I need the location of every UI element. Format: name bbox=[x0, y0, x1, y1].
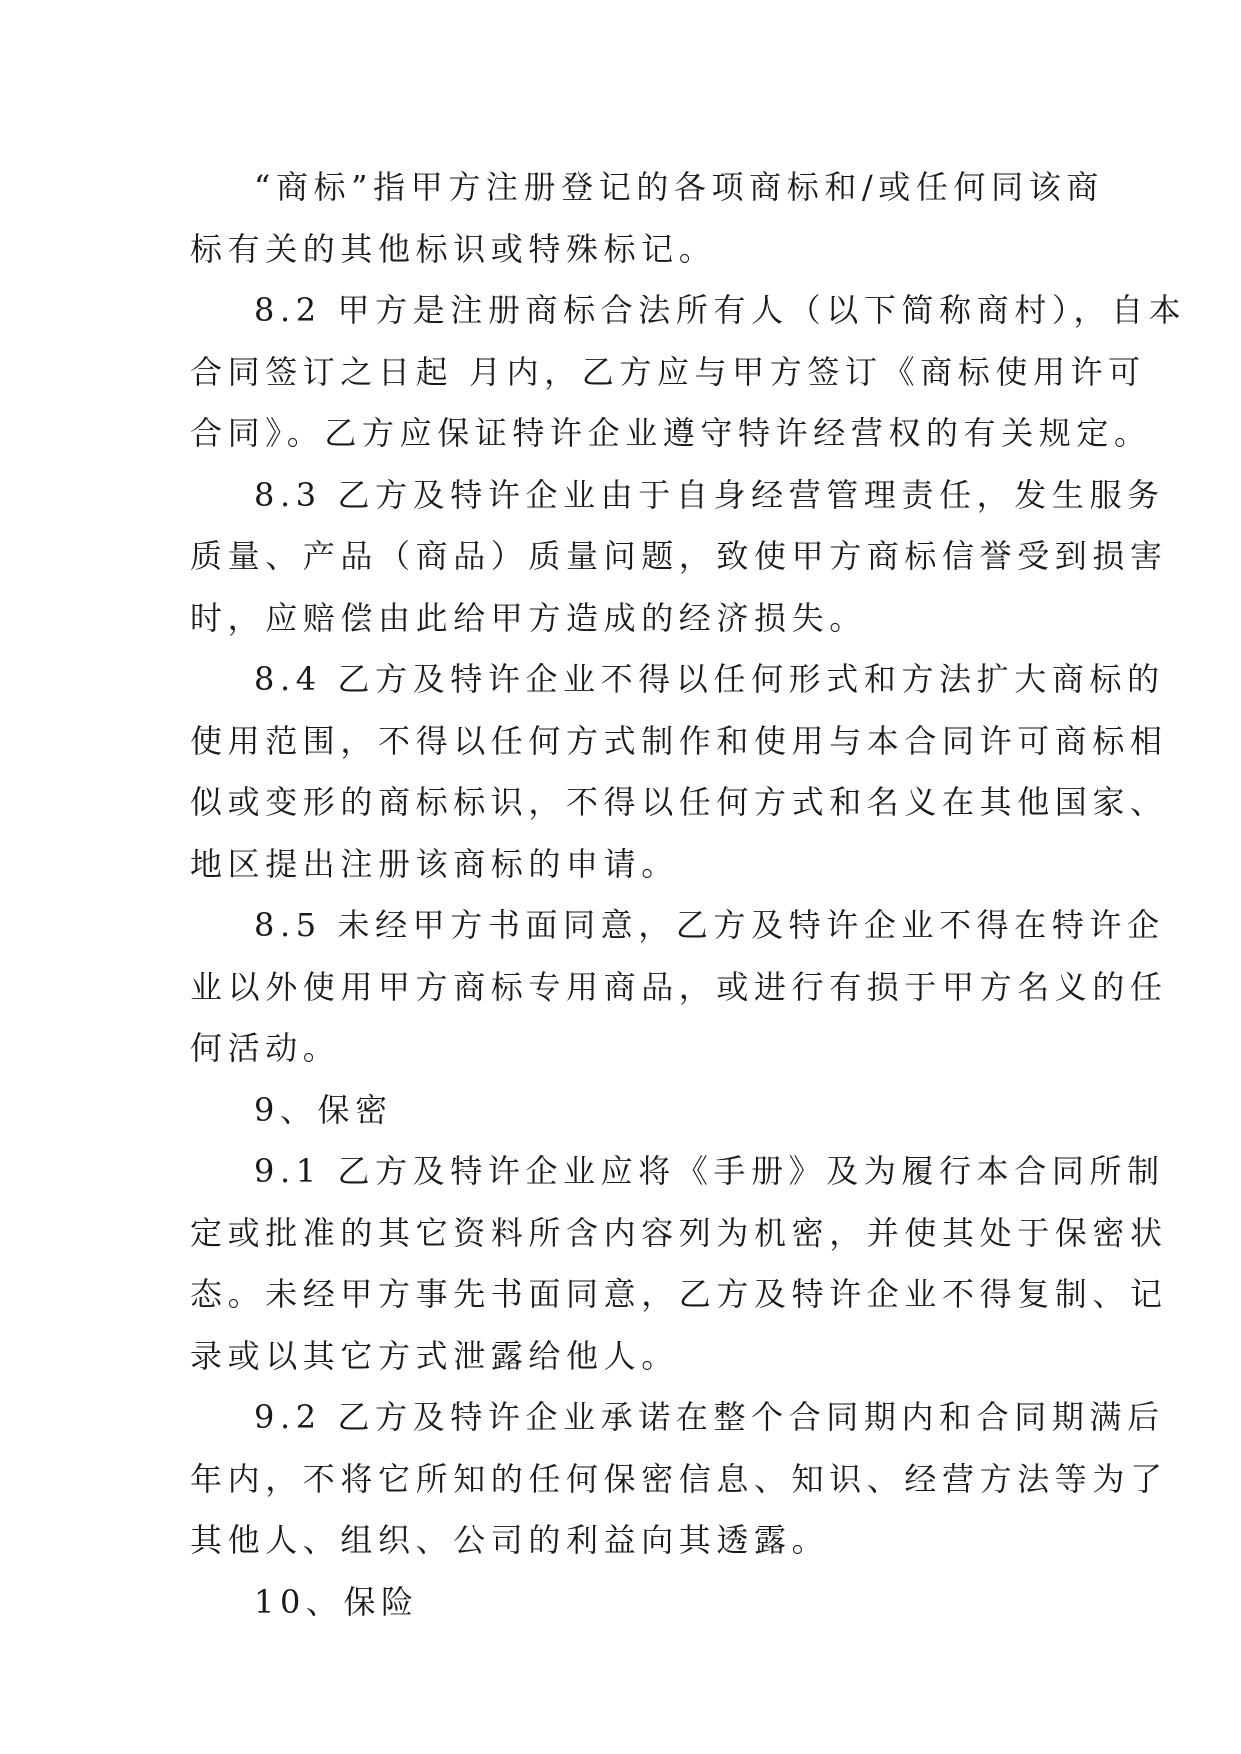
text-line: 合同》。乙方应保证特许企业遵守特许经营权的有关规定。 bbox=[190, 414, 1152, 452]
text-line: 8.2 甲方是注册商标合法所有人（以下简称商村），自本 bbox=[254, 291, 1187, 329]
text-line: 8.5 未经甲方书面同意，乙方及特许企业不得在特许企 bbox=[254, 906, 1165, 944]
text-line: 录或以其它方式泄露给他人。 bbox=[190, 1336, 679, 1375]
section-heading: 9、保密 bbox=[254, 1090, 393, 1129]
paragraph-trademark-definition bbox=[190, 157, 1104, 280]
text-line: “商标”指甲方注册登记的各项商标和/或任何同该商 bbox=[254, 168, 1104, 206]
paragraph-8-4 bbox=[190, 649, 1168, 895]
text-line: 何活动。 bbox=[190, 1029, 341, 1067]
paragraph-8-3 bbox=[190, 465, 1168, 650]
text-line: 态。未经甲方事先书面同意，乙方及特许企业不得复制、记 bbox=[190, 1275, 1168, 1313]
text-line: 其他人、组织、公司的利益向其透露。 bbox=[190, 1521, 830, 1559]
text-line: 标有关的其他标识或特殊标记。 bbox=[190, 229, 717, 268]
text-line: 似或变形的商标标识，不得以任何方式和名义在其他国家、 bbox=[190, 783, 1168, 821]
text-line: 时，应赔偿由此给甲方造成的经济损失。 bbox=[190, 598, 867, 637]
text-line: 8.3 乙方及特许企业由于自身经营管理责任，发生服务 bbox=[254, 475, 1165, 514]
text-line: 业以外使用甲方商标专用商品，或进行有损于甲方名义的任 bbox=[190, 967, 1168, 1006]
text-line: 9.2 乙方及特许企业承诺在整个合同期内和合同期满后 bbox=[254, 1398, 1165, 1436]
paragraph-8-5 bbox=[190, 895, 1168, 1080]
section-heading-10-insurance bbox=[190, 1572, 1070, 1634]
section-heading-9-confidentiality bbox=[190, 1080, 1070, 1142]
paragraph-8-2 bbox=[190, 280, 1187, 465]
text-line: 年内，不将它所知的任何保密信息、知识、经营方法等为了 bbox=[190, 1459, 1168, 1498]
paragraph-9-2 bbox=[190, 1387, 1168, 1572]
paragraph-9-1 bbox=[190, 1141, 1168, 1387]
text-line: 8.4 乙方及特许企业不得以任何形式和方法扩大商标的 bbox=[254, 660, 1165, 698]
text-line: 地区提出注册该商标的申请。 bbox=[190, 844, 679, 883]
text-line: 质量、产品（商品）质量问题，致使甲方商标信誉受到损害 bbox=[190, 537, 1168, 575]
text-line: 定或批准的其它资料所含内容列为机密，并使其处于保密状 bbox=[190, 1213, 1168, 1252]
contract-body bbox=[190, 157, 1187, 1633]
text-line: 合同签订之日起 月内，乙方应与甲方签订《商标使用许可 bbox=[190, 352, 1146, 391]
section-heading: 10、保险 bbox=[254, 1582, 419, 1621]
text-line: 使用范围，不得以任何方式制作和使用与本合同许可商标相 bbox=[190, 721, 1168, 760]
text-line: 9.1 乙方及特许企业应将《手册》及为履行本合同所制 bbox=[254, 1152, 1165, 1190]
